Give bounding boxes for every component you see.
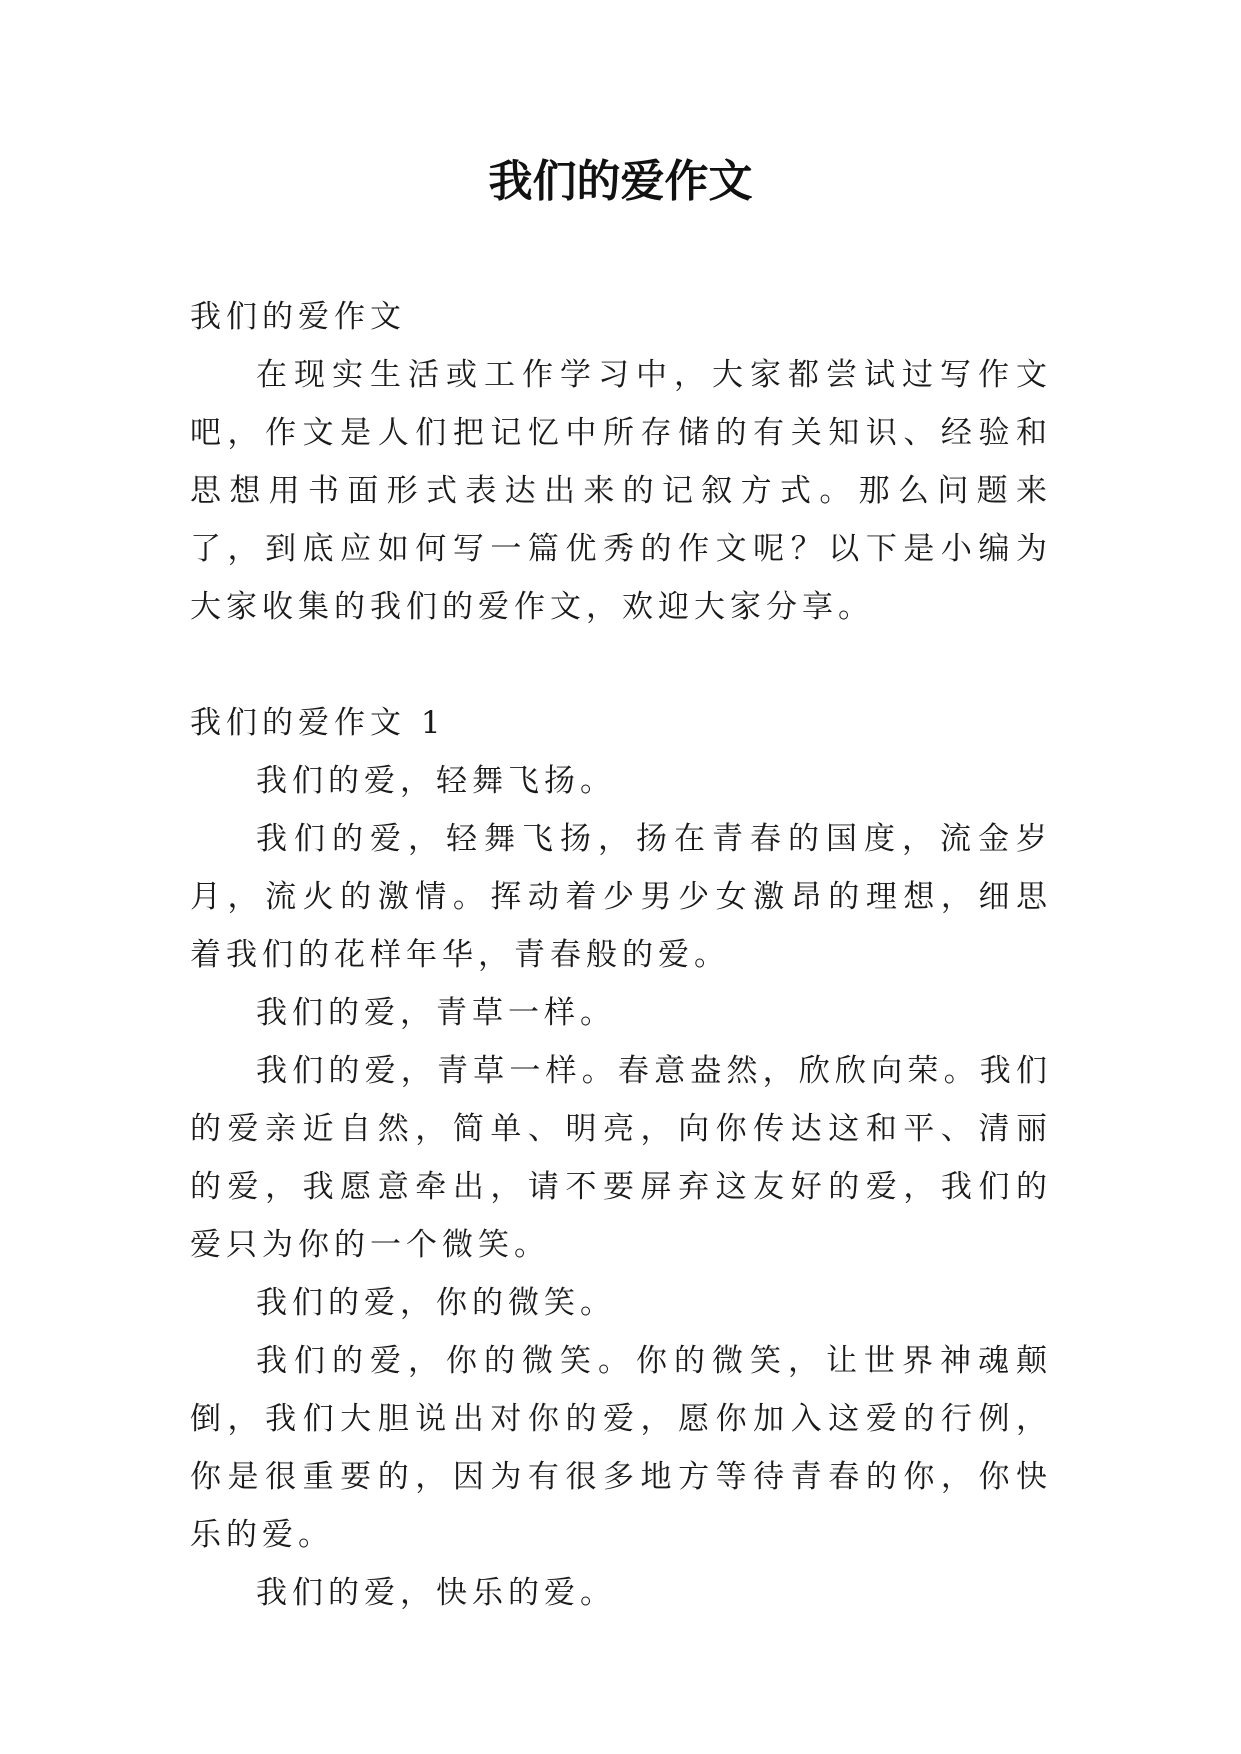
- essay-paragraph: 我们的爱，轻舞飞扬。: [256, 763, 616, 799]
- essay-paragraph: 我们的爱，青草一样。: [256, 995, 616, 1031]
- intro-heading: 我们的爱作文: [190, 299, 406, 335]
- essay-paragraph: 我们的爱，快乐的爱。: [256, 1575, 616, 1611]
- document-title: 我们的爱作文: [488, 156, 753, 207]
- essay-paragraph: 我们的爱，你的微笑。你的微笑，让世界神魂颠倒，我们大胆说出对你的爱，愿你加入这爱的行例，你是很重要的，因为有很多地方等待青春的你，你快乐的爱。: [190, 1343, 1052, 1553]
- document-body: [190, 288, 1052, 1622]
- intro-paragraph: 在现实生活或工作学习中，大家都尝试过写作文吧，作文是人们把记忆中所存储的有关知识、经验和思想用书面形式表达出来的记叙方式。那么问题来了，到底应如何写一篇优秀的作文呢？以下是小编为大家收集的我们的爱作文，欢迎大家分享。: [190, 357, 1052, 625]
- essay-paragraph: 我们的爱，青草一样。春意盎然，欣欣向荣。我们的爱亲近自然，简单、明亮，向你传达这和平、清丽的爱，我愿意牵出，请不要屏弃这友好的爱，我们的爱只为你的一个微笑。: [190, 1053, 1052, 1263]
- essay-heading: 我们的爱作文 1: [190, 705, 446, 741]
- essay-paragraph: 我们的爱，你的微笑。: [256, 1285, 616, 1321]
- essay-paragraph: 我们的爱，轻舞飞扬，扬在青春的国度，流金岁月，流火的激情。挥动着少男少女激昂的理想，细思着我们的花样年华，青春般的爱。: [190, 821, 1052, 973]
